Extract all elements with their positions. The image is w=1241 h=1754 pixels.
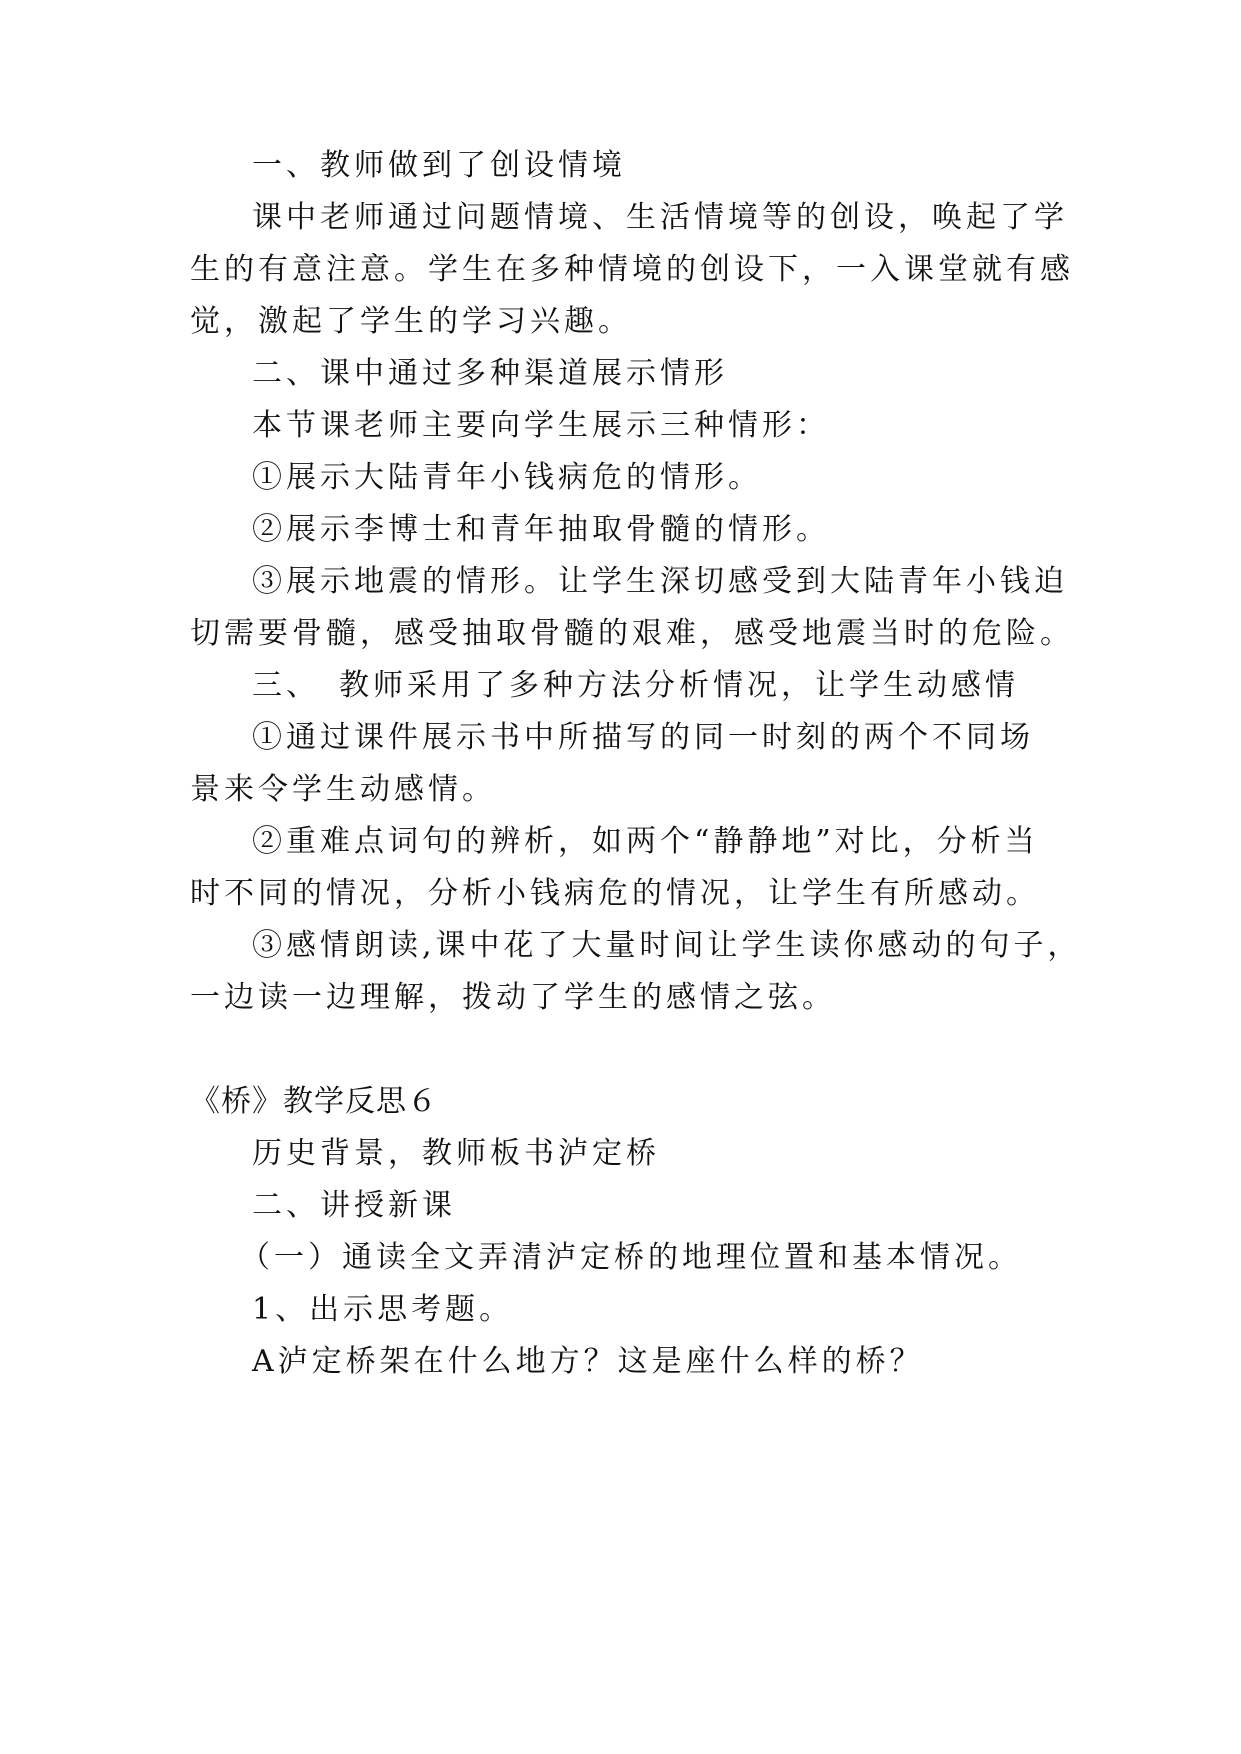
list-item: ③感情朗读,课中花了大量时间让学生读你感动的句子， [252,928,1082,963]
paragraph-line: 本节课老师主要向学生展示三种情形： [252,408,830,443]
list-item: ①展示大陆青年小钱病危的情形。 [252,460,762,495]
list-item: ③展示地震的情形。让学生深切感受到大陆青年小钱迫 [252,564,1068,599]
list-item-continuation: 景来令学生动感情。 [190,772,496,807]
paragraph-line: 生的有意注意。学生在多种情境的创设下，一入课堂就有感 [190,252,1074,287]
heading-analysis-methods: 三、 教师采用了多种方法分析情况，让学生动感情 [252,668,1019,703]
paragraph-line: 课中老师通过问题情境、生活情境等的创设，唤起了学 [252,200,1068,235]
list-item-continuation: 切需要骨髓，感受抽取骨髓的艰难，感受地震当时的危险。 [190,616,1074,651]
heading-create-situation: 一、教师做到了创设情境 [252,148,626,183]
paragraph-line: 二、讲授新课 [252,1188,456,1223]
list-item: ①通过课件展示书中所描写的同一时刻的两个不同场 [252,720,1034,755]
list-item: ②重难点词句的辨析，如两个“静静地”对比，分析当 [252,824,1039,859]
paragraph-line: 觉，激起了学生的学习兴趣。 [190,304,632,339]
paragraph-line: 历史背景，教师板书泸定桥 [252,1136,660,1171]
heading-multiple-channels: 二、课中通过多种渠道展示情形 [252,356,728,391]
paragraph-line: （一）通读全文弄清泸定桥的地理位置和基本情况。 [240,1240,1022,1275]
list-item-continuation: 时不同的情况，分析小钱病危的情况，让学生有所感动。 [190,876,1040,911]
section-title: 《桥》教学反思６ [190,1084,438,1119]
list-item-continuation: 一边读一边理解，拨动了学生的感情之弦。 [190,980,836,1015]
list-item: ②展示李博士和青年抽取骨髓的情形。 [252,512,830,547]
paragraph-line: A泸定桥架在什么地方？这是座什么样的桥？ [252,1344,924,1379]
paragraph-line: 1、出示思考题。 [252,1292,514,1327]
